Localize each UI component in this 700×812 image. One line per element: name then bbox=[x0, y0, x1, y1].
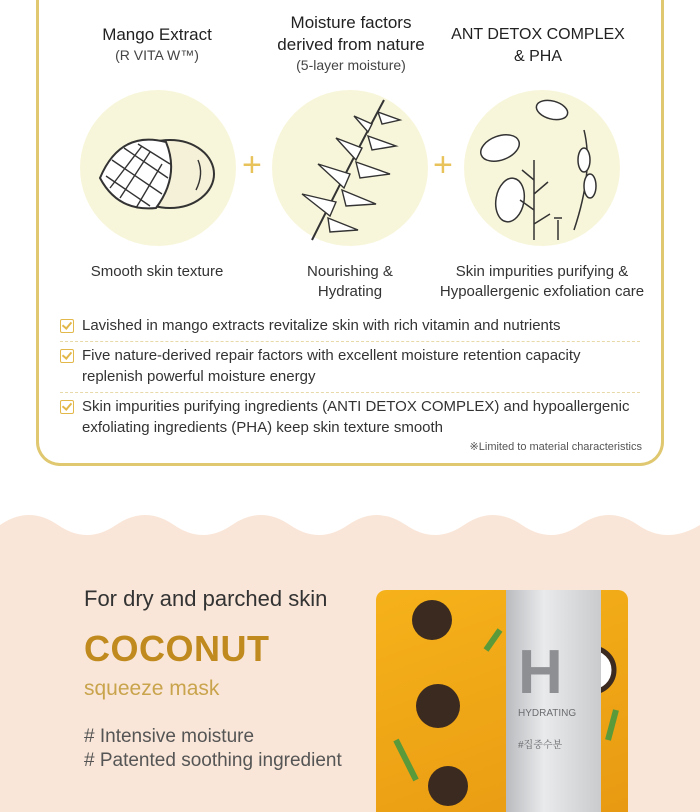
ingredient-name-line2: & PHA bbox=[513, 48, 562, 65]
benefit-item bbox=[60, 342, 640, 393]
mask-pack-image bbox=[376, 590, 628, 812]
ingredient-caption bbox=[76, 262, 238, 282]
ingredient-subtitle: (5-layer moisture) bbox=[296, 57, 406, 73]
benefit-line: exfoliating ingredients (PHA) keep skin texture smooth bbox=[82, 419, 444, 436]
benefit-line: Skin impurities purifying ingredients (ANTI DETOX COMPLEX) and hypoallergenic bbox=[82, 398, 630, 415]
mango-circle bbox=[80, 90, 236, 246]
benefit-text bbox=[82, 396, 629, 438]
benefit-line: Lavished in mango extracts revitalize skin with rich vitamin and nutrients bbox=[82, 317, 561, 334]
caption-line: Skin impurities purifying & bbox=[455, 263, 629, 280]
caption-line: Smooth skin texture bbox=[90, 263, 224, 280]
caption-line: Hypoallergenic exfoliation care bbox=[439, 283, 645, 300]
ingredient-name: Moisture factors bbox=[290, 13, 412, 32]
ingredient-caption bbox=[428, 262, 656, 302]
benefit-list bbox=[60, 312, 640, 443]
benefit-text bbox=[82, 345, 581, 387]
caption-line: Nourishing & bbox=[307, 263, 393, 280]
checkbox-icon bbox=[60, 400, 74, 414]
ingredient-title bbox=[446, 24, 630, 68]
promo-subtitle: For dry and parched skin bbox=[84, 586, 328, 611]
plus-icon: + bbox=[242, 146, 262, 184]
pack-letter: H bbox=[518, 638, 563, 707]
ingredient-name-line2: derived from nature bbox=[277, 35, 425, 54]
checkbox-icon bbox=[60, 349, 74, 363]
mango-icon bbox=[80, 90, 236, 246]
benefit-line: replenish powerful moisture energy bbox=[82, 368, 316, 385]
promo-title: COCONUT bbox=[84, 628, 270, 669]
pack-korean-label: #집중수분 bbox=[518, 740, 563, 751]
checkbox-icon bbox=[60, 319, 74, 333]
ingredient-caption bbox=[286, 262, 414, 302]
ingredient-subtitle: (R VITA W™) bbox=[115, 47, 199, 63]
fern-circle bbox=[272, 90, 428, 246]
benefit-text bbox=[82, 315, 561, 336]
herbs-circle bbox=[464, 90, 620, 246]
ingredient-title bbox=[262, 12, 440, 74]
ingredient-title bbox=[82, 24, 232, 64]
herbs-icon bbox=[464, 90, 620, 246]
benefit-item bbox=[60, 312, 640, 342]
promo-tag: # Patented soothing ingredient bbox=[84, 750, 342, 771]
fern-icon bbox=[272, 90, 428, 246]
benefit-item bbox=[60, 393, 640, 443]
plus-icon: + bbox=[433, 146, 453, 184]
promo-type: squeeze mask bbox=[84, 677, 220, 700]
ingredient-name: Mango Extract bbox=[102, 25, 212, 44]
disclaimer-note: ※Limited to material characteristics bbox=[469, 441, 642, 453]
ingredient-name: ANT DETOX COMPLEX bbox=[451, 26, 625, 43]
caption-line: Hydrating bbox=[317, 283, 383, 300]
promo-tag: # Intensive moisture bbox=[84, 726, 255, 747]
pack-label: HYDRATING bbox=[518, 708, 577, 719]
benefit-line: Five nature-derived repair factors with excellent moisture retention capacity bbox=[82, 347, 581, 364]
